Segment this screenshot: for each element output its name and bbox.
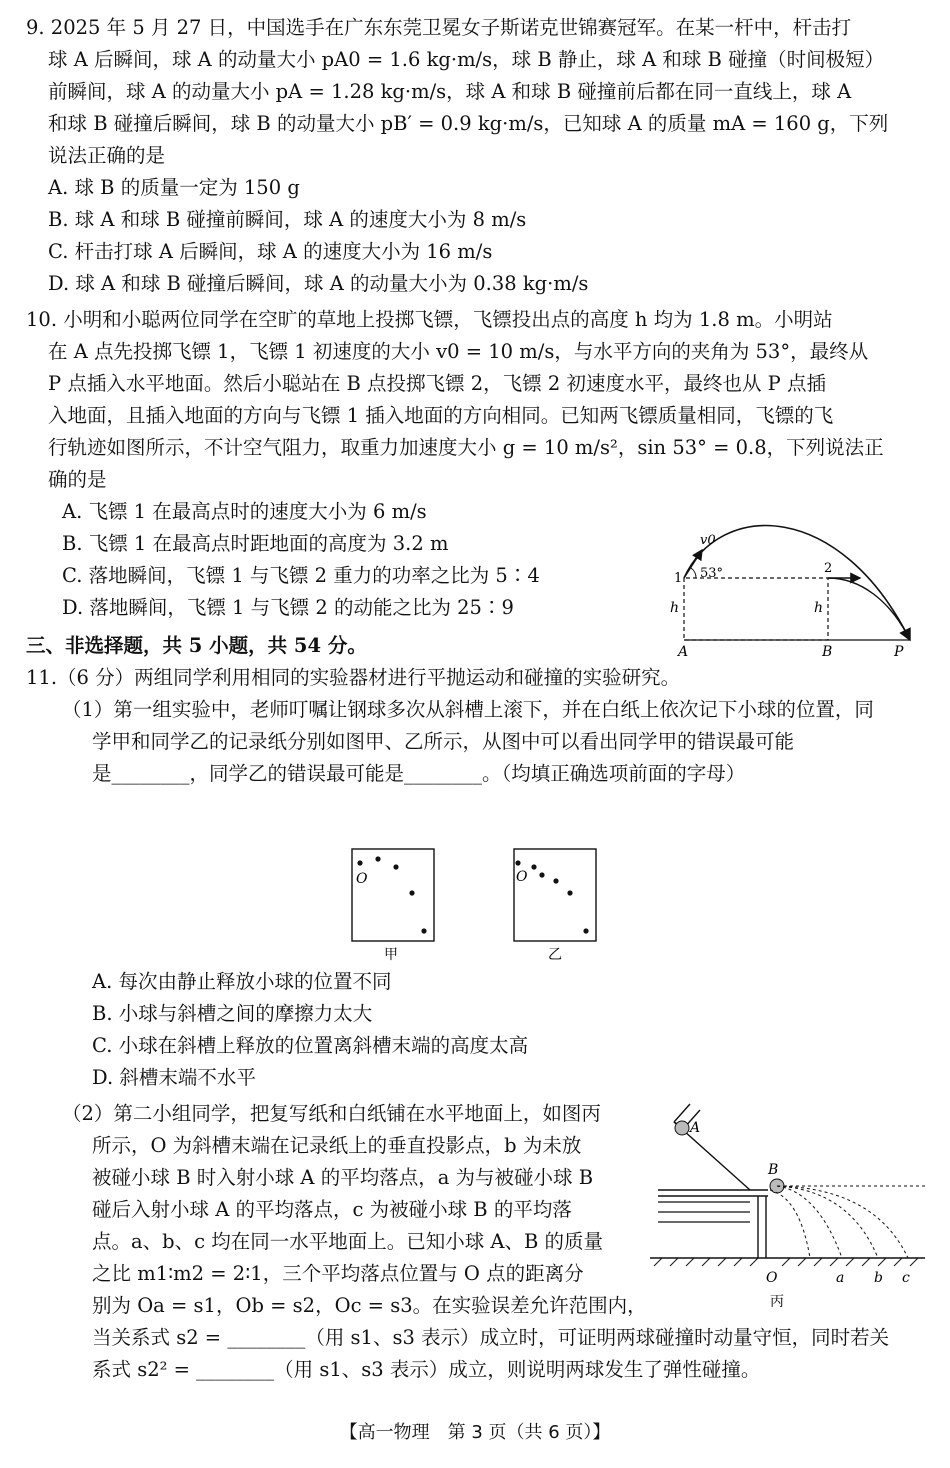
q11-p2-line-5: 点。a、b、c 均在同一水平地面上。已知小球 A、B 的质量 bbox=[92, 1230, 604, 1253]
q10-option-a: A. 飞镖 1 在最高点时的速度大小为 6 m/s bbox=[62, 500, 427, 523]
q11-p2-line-8: 当关系式 s2 = ________（用 s1、s3 表示）成立时，可证明两球碰撞时动量守恒，同时若关 bbox=[92, 1326, 890, 1349]
q10-line-4: 入地面，且插入地面的方向与飞镖 1 插入地面的方向相同。已知两飞镖质量相同，飞镖的飞 bbox=[48, 404, 834, 427]
page-footer: 【高一物理 第 3 页（共 6 页）】 bbox=[339, 1422, 611, 1443]
q11-option-d: D. 斜槽末端不水平 bbox=[92, 1066, 256, 1089]
q11-p2-line-3: 被碰小球 B 时入射小球 A 的平均落点，a 为与被碰小球 B bbox=[92, 1166, 594, 1189]
q9-line-1: 9. 2025 年 5 月 27 日，中国选手在广东东莞卫冕女子斯诺克世锦赛冠军。在某一杆中，杆击打 bbox=[26, 16, 852, 39]
q9-line-3: 前瞬间，球 A 的动量大小 pA = 1.28 kg·m/s，球 A 和球 B 碰撞前后都在同一直线上，球 A bbox=[48, 80, 852, 103]
q10-option-b: B. 飞镖 1 在最高点时距地面的高度为 3.2 m bbox=[62, 532, 449, 555]
q10-line-1: 10. 小明和小聪两位同学在空旷的草地上投掷飞镖，飞镖投出点的高度 h 均为 1.8 m。小明站 bbox=[26, 308, 833, 331]
q11-intro: 11.（6 分）两组同学利用相同的实验器材进行平抛运动和碰撞的实验研究。 bbox=[26, 666, 681, 689]
q9-option-d: D. 球 A 和球 B 碰撞后瞬间，球 A 的动量大小为 0.38 kg·m/s bbox=[48, 272, 589, 295]
label-angle: 53° bbox=[700, 566, 724, 581]
fig-yi bbox=[512, 845, 602, 965]
q11-p2-line-4: 碰后入射小球 A 的平均落点，c 为被碰小球 B 的平均落 bbox=[92, 1198, 572, 1221]
q11-p1-line-2: 学甲和同学乙的记录纸分别如图甲、乙所示，从图中可以看出同学甲的错误最可能 bbox=[92, 730, 795, 753]
q11-p1-line-3: 是________，同学乙的错误最可能是________。（均填正确选项前面的字母） bbox=[92, 762, 746, 785]
label-h-right: h bbox=[814, 600, 824, 616]
q10-line-6: 确的是 bbox=[48, 468, 107, 491]
q11-p2-line-1: （2）第二小组同学，把复写纸和白纸铺在水平地面上，如图丙 bbox=[62, 1102, 601, 1125]
bing-label-a-ball: A bbox=[690, 1120, 701, 1136]
q10-trajectory-figure bbox=[660, 480, 940, 660]
q11-option-b: B. 小球与斜槽之间的摩擦力太大 bbox=[92, 1002, 373, 1025]
q10-option-c: C. 落地瞬间，飞镖 1 与飞镖 2 重力的功率之比为 5∶4 bbox=[62, 564, 540, 587]
label-point-b: B bbox=[822, 644, 833, 660]
fig-bing-collision-apparatus bbox=[650, 1098, 930, 1318]
q11-p2-line-9: 系式 s2² = ________（用 s1、s3 表示）成立，则说明两球发生了弹性碰撞。 bbox=[92, 1358, 761, 1381]
yi-origin: O bbox=[516, 869, 528, 885]
q11-p1-line-1: （1）第一组实验中，老师叮嘱让钢球多次从斜槽上滚下，并在白纸上依次记下小球的位置，同 bbox=[62, 698, 874, 721]
bing-caption: 丙 bbox=[770, 1294, 784, 1310]
fig-jia bbox=[350, 845, 440, 965]
jia-origin: O bbox=[356, 871, 368, 887]
q9-option-a: A. 球 B 的质量一定为 150 g bbox=[48, 176, 300, 199]
section-3-title: 三、非选择题，共 5 小题，共 54 分。 bbox=[26, 634, 367, 657]
q9-option-b: B. 球 A 和球 B 碰撞前瞬间，球 A 的速度大小为 8 m/s bbox=[48, 208, 527, 231]
bing-label-c: c bbox=[902, 1270, 910, 1286]
q9-line-5: 说法正确的是 bbox=[48, 144, 166, 167]
bing-label-b-ball: B bbox=[768, 1162, 779, 1178]
q10-line-3: P 点插入水平地面。然后小聪站在 B 点投掷飞镖 2，飞镖 2 初速度水平，最终也从 P 点插 bbox=[48, 372, 826, 395]
bing-label-o: O bbox=[766, 1270, 778, 1286]
label-v0: v0 bbox=[700, 533, 716, 548]
q11-p2-line-7: 别为 Oa = s1，Ob = s2，Oc = s3。在实验误差允许范围内， bbox=[92, 1294, 647, 1317]
bing-label-b: b bbox=[874, 1270, 883, 1286]
jia-caption: 甲 bbox=[384, 947, 398, 963]
q11-option-a: A. 每次由静止释放小球的位置不同 bbox=[92, 970, 392, 993]
q10-line-5: 行轨迹如图所示，不计空气阻力，取重力加速度大小 g = 10 m/s²，sin 53° = 0.8，下列说法正 bbox=[48, 436, 884, 459]
label-point-p: P bbox=[894, 644, 904, 660]
q9-option-c: C. 杆击打球 A 后瞬间，球 A 的速度大小为 16 m/s bbox=[48, 240, 493, 263]
label-h-left: h bbox=[670, 600, 680, 616]
q10-line-2: 在 A 点先投掷飞镖 1，飞镖 1 初速度的大小 v0 = 10 m/s，与水平方向的夹角为 53°，最终从 bbox=[48, 340, 869, 363]
label-dart2: 2 bbox=[824, 561, 833, 576]
q9-line-4: 和球 B 碰撞后瞬间，球 B 的动量大小 pB′ = 0.9 kg·m/s，已知球 A 的质量 mA = 160 g，下列 bbox=[48, 112, 889, 135]
q11-p2-line-6: 之比 m1∶m2 = 2∶1，三个平均落点位置与 O 点的距离分 bbox=[92, 1262, 584, 1285]
bing-label-a: a bbox=[836, 1270, 845, 1286]
q11-p2-line-2: 所示，O 为斜槽末端在记录纸上的垂直投影点，b 为未放 bbox=[92, 1134, 582, 1157]
q9-line-2: 球 A 后瞬间，球 A 的动量大小 pA0 = 1.6 kg·m/s，球 B 静止，球 A 和球 B 碰撞（时间极短） bbox=[48, 48, 885, 71]
q11-option-c: C. 小球在斜槽上释放的位置离斜槽末端的高度太高 bbox=[92, 1034, 529, 1057]
yi-caption: 乙 bbox=[548, 947, 562, 963]
label-dart1: 1 bbox=[674, 571, 683, 586]
q10-option-d: D. 落地瞬间，飞镖 1 与飞镖 2 的动能之比为 25∶9 bbox=[62, 596, 514, 619]
label-point-a: A bbox=[678, 644, 689, 660]
